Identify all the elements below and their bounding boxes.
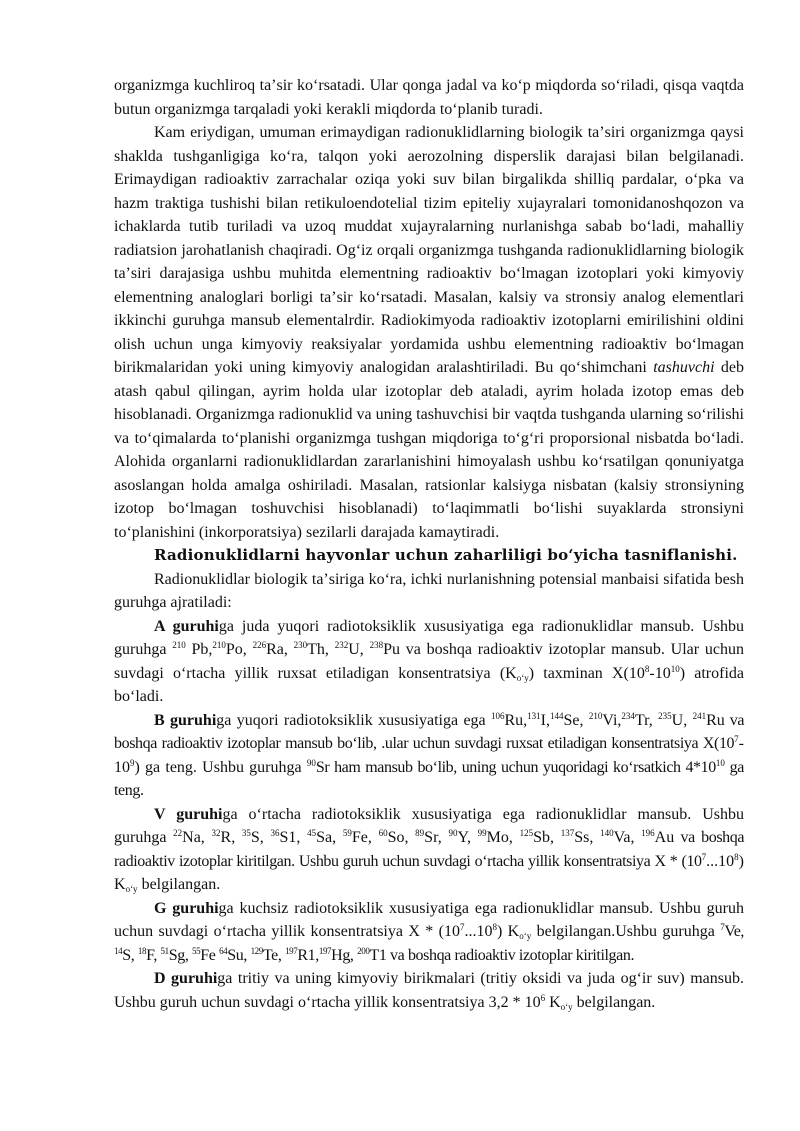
- group-v-isotope-list: [173, 829, 674, 846]
- italic-term: tashuvchi: [653, 359, 715, 376]
- isotope-symbol: R1,: [297, 946, 319, 964]
- isotope-mass-number: 125: [519, 828, 534, 838]
- paragraph-group-a: A guruhiga juda yuqori radiotoksiklik xususiyatiga ega radionuklidlar mansub. Ushbu guruhga $^{210}$ Pb,$^{210}$Po, $^{226}$Ra, $^{230}$Th, $^{232}$U, $^{238}$Pu va boshqa radioaktiv izotoplar mansub. Ular uchun suvdagi oʻrtacha yillik ruxsat etiladigan konsentratsiya $(K_{oʻy})$ taxminan $X(10^8-10^{10})$ atrofida boʻladi.: [114, 617, 745, 705]
- isotope-symbol: Va,: [613, 829, 642, 846]
- isotope-mass-number: 32: [211, 828, 221, 838]
- isotope-mass-number: 60: [378, 828, 388, 838]
- isotope-mass-number: 137: [560, 828, 575, 838]
- group-b-label: B guruhi: [154, 711, 217, 729]
- isotope-mass-number: 196: [641, 828, 655, 838]
- isotope-mass-number: 18: [137, 945, 147, 956]
- isotope-symbol: Sa,: [316, 829, 343, 846]
- group-v-label: V guruhi: [154, 805, 223, 823]
- isotope-symbol: So,: [387, 829, 416, 846]
- isotope-mass-number: 35: [241, 828, 251, 838]
- isotope-symbol: Mo,: [486, 829, 520, 846]
- paragraph-solubility: Kam eriydigan, umuman erimaydigan radionuklidlarning biologik taʼsiri organizmga qaysi shaklda tushganligiga koʻra, talqon yoki aerozolning disperslik darajasi bilan belgilanadi. Erimaydigan radioaktiv zarrachalar oziqa yoki suv bilan birgalikda shilliq pardalar, oʻpka va hazm traktiga tushishi bilan retikuloendotelial tizim epiteliy xujayralari tomonidanoshqozon va ichaklarda tutib turiladi va uzoq muddat xujayralarning nurlanishga sabab boʻladi, mahalliy radiatsion jarohatlanish chaqiradi. Ogʻiz orqali organizmga tushganda radionuklidlarning biologik taʼsiri darajasiga ushbu muhitda elementning radioaktiv boʻlmagan izotoplari yoki kimyoviy elementning analoglari borligi taʼsir koʻrsatadi. Masalan, kalsiy va stronsiy analog elementlari ikkinchi guruhga mansub elementalrdir. Radiokimyoda radioaktiv izotoplarni emirilishini oldini olish uchun unga kimyoviy reaksiyalar yordamida ushbu elementning radioaktiv boʻlmagan birikmalaridan yoki uning kimyoviy analogidan aralashtiriladi. Bu qoʻshimchani tashuvchi deb atash qabul qilingan, ayrim holda ular izotoplar deb ataladi, ayrim holada izotop emas deb hisoblanadi. Organizmga radionuklid va uning tashuvchisi bir vaqtda tushganda ularning soʻrilishi va toʻqimalarda toʻplanishi organizmga tushgan miqdoriga toʻgʻri proporsional nisbatda boʻladi. Alohida organlarni radionuklidlardan zararlanishini himoyalash ushbu koʻrsatilgan qonuniyatga asoslangan holda amalga oshiriladi. Masalan, ratsionlar kalsiyga nisbatan (kalsiy stronsiyning izotop boʻlmagan toshuvchisi hisoblanadi) toʻlaqimmatli boʻlishi suyaklarda stronsiyni toʻplanishini (inkorporatsiya) sezilarli darajada kamaytiradi.: [114, 124, 744, 541]
- isotope-mass-number: 200: [357, 945, 370, 956]
- isotope-mass-number: 22: [173, 828, 183, 838]
- isotope-symbol: R,: [220, 829, 242, 846]
- isotope-mass-number: 89: [415, 828, 425, 838]
- isotope-symbol: Sb,: [533, 829, 561, 846]
- isotope-symbol: Te,: [262, 946, 286, 964]
- isotope-mass-number: 7: [720, 922, 725, 932]
- isotope-symbol: S1,: [279, 829, 308, 846]
- isotope-symbol: Su,: [227, 946, 251, 964]
- isotope-symbol: S,: [250, 829, 271, 846]
- isotope-mass-number: 55: [192, 945, 201, 956]
- group-g-label: G guruhi: [154, 899, 219, 917]
- isotope-mass-number: 64: [219, 945, 228, 956]
- paragraph-group-d: D guruhiga tritiy va uning kimyoviy birikmalari (tritiy oksidi va juda ogʻir suv) mansub. Ushbu guruh uchun suvdagi oʻrtacha yillik konsentratsiya $3,2 * 10^6$ $K_{oʻy}$ belgilangan.: [114, 970, 745, 1012]
- isotope-symbol: T1: [369, 946, 387, 964]
- isotope-symbol: Na,: [182, 829, 212, 846]
- isotope-symbol: Ve,: [724, 923, 744, 940]
- isotope-mass-number: 140: [600, 828, 614, 838]
- isotope-mass-number: 197: [285, 945, 298, 956]
- isotope-symbol: F,: [146, 946, 161, 964]
- group-d-label: D guruhi: [154, 970, 218, 987]
- isotope-symbol: Sr,: [424, 829, 449, 846]
- isotope-symbol: Fe,: [351, 829, 379, 846]
- paragraph-group-g: G guruhiga kuchsiz radiotoksiklik xususiyatiga ega radionuklidlar mansub. Ushbu guruh uchun suvdagi oʻrtacha yillik konsentratsiya X * $(10^7...10^8)$ $K_{oʻy}$ belgilangan.Ushbu guruhga $^7$Ve, $^{14}$S, $^{18}$F, $^{51}$Sg, $^{55}$Fe $^{64}$Su, $^{129}$Te, $^{197}$R1,$^{197}$Hg, $^{200}$T1 va boshqa radioaktiv izotoplar kiritilgan.: [114, 899, 744, 964]
- paragraph-group-b: B guruhiga yuqori radiotoksiklik xususiyatiga ega $^{106}$Ru,$^{131}$I,$^{144}$Se, $^{210}$Vi,$^{234}$Tr, $^{235}$U, $^{241}$Ru va boshqa radioaktiv izotoplar mansub boʻlib, .ular uchun suvdagi ruxsat etiladigan konsentratsiya $X(10^7-10^9)$ ga teng. Ushbu guruhga $^{90}$Sr ham mansub boʻlib, uning uchun yuqoridagi koʻrsatkich $4*10^{10}$ ga teng.: [114, 710, 745, 799]
- paragraph-classification: Radionuklidlar biologik taʼsiriga koʻra, ichki nurlanishning potensial manbaisi sifatida besh guruhga ajratiladi:: [114, 570, 744, 611]
- isotope-mass-number: 36: [270, 828, 280, 838]
- isotope-mass-number: 90: [448, 828, 458, 838]
- isotope-symbol: Ss,: [574, 829, 601, 846]
- isotope-mass-number: 197: [318, 945, 332, 956]
- isotope-symbol: Hg,: [331, 946, 358, 964]
- isotope-symbol: S,: [122, 946, 138, 964]
- paragraph-intro: organizmga kuchliroq taʼsir koʻrsatadi. Ular qonga jadal va koʻp miqdorda soʻriladi, qisqa vaqtda butun organizmga tarqaladi yoki kerakli miqdorda toʻplanib turadi.: [114, 77, 744, 118]
- isotope-mass-number: 51: [160, 945, 169, 956]
- isotope-mass-number: 129: [250, 945, 263, 956]
- paragraph-group-v: V guruhiga oʻrtacha radiotoksiklik xususiyatiga ega radionuklidlar mansub. Ushbu guruhga $^{22}$Na, $^{32}$R, $^{35}$S, $^{36}$S1, $^{45}$Sa, $^{59}$Fe, $^{60}$So, $^{89}$Sr, $^{90}$Y, $^{99}$Mo, $^{125}$Sb, $^{137}$Ss, $^{140}$Va, $^{196}$Au va boshqa radioaktiv izotoplar kiritilgan. Ushbu guruh uchun suvdagi oʻrtacha yillik konsentratsiya X * $(10^7...10^8)$ $K_{oʻy}$ belgilangan.: [114, 805, 745, 894]
- isotope-symbol: Au: [654, 829, 675, 846]
- isotope-symbol: Sg,: [168, 946, 193, 964]
- isotope-symbol: Y,: [457, 829, 478, 846]
- group-a-label: A guruhi: [154, 617, 219, 635]
- isotope-mass-number: 59: [342, 828, 352, 838]
- isotope-mass-number: 14: [114, 945, 123, 956]
- isotope-mass-number: 99: [477, 828, 487, 838]
- section-heading: Radionuklidlarni hayvonlar uchun zaharliligi boʻyicha tasniflanishi.: [154, 546, 738, 564]
- document-page: [114, 74, 744, 1014]
- isotope-mass-number: 45: [307, 828, 317, 838]
- isotope-symbol: Fe: [200, 946, 220, 964]
